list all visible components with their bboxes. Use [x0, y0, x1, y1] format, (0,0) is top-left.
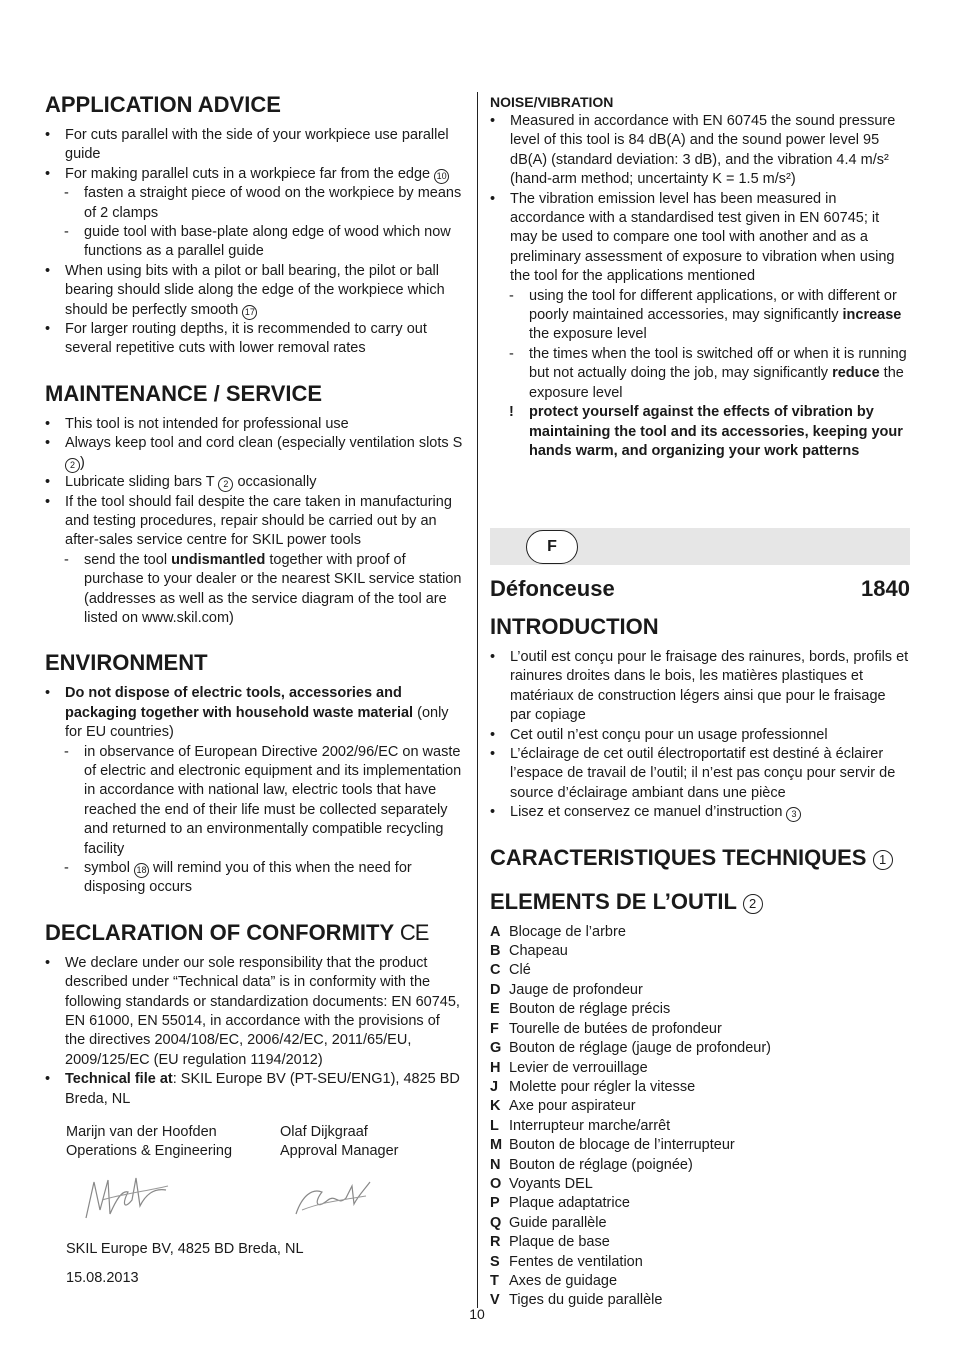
declaration-date: 15.08.2013 [66, 1270, 139, 1287]
signature-names [66, 1123, 463, 1162]
list-item: • L’outil est conçu pour le fraisage des rainures, bords, profils et rainures droites dans le bois, les matières plastiques et matériaux de construction légers ainsi que pour le fraisage par copiage [490, 648, 910, 726]
application-advice-title: APPLICATION ADVICE [45, 92, 281, 117]
part-key: K [490, 1098, 501, 1115]
part-item [490, 1253, 910, 1272]
declaration-title [45, 920, 463, 946]
language-band [490, 528, 910, 565]
list-item: • Cet outil n’est conçu pour un usage professionnel [490, 726, 910, 745]
list-item [45, 434, 463, 473]
list-item [45, 165, 463, 184]
declaration-title-text: DECLARATION OF CONFORMITY [45, 919, 394, 945]
item-text: the times when the tool is switched off or when it is running but not actually doing the job, may significantly [529, 345, 907, 382]
item-text: Lisez et conservez ce manuel d’instruction [510, 804, 783, 821]
ref-circle: 17 [242, 305, 257, 320]
item-text: the exposure level [529, 326, 647, 343]
part-key: P [490, 1195, 500, 1212]
item-text: send the tool [84, 551, 168, 568]
part-key: G [490, 1040, 502, 1057]
part-key: S [490, 1253, 500, 1270]
elements-title-text: ELEMENTS DE L’OUTIL [490, 888, 737, 914]
part-key: H [490, 1059, 501, 1076]
list-item: • We declare under our sole responsibility that the product described under “Technical data” is in conformity with the following standards or standardization documents: EN 60745, EN 61000, EN 55014, in accordance with the provisions of the directives 2004/108/EC, 2006/42/EC, 2011/65/EU, 2009/125/EC (EU regulation 1194/2012) [45, 954, 463, 1070]
part-key: R [490, 1234, 501, 1251]
part-label: Bouton de réglage (jauge de profondeur) [509, 1040, 771, 1057]
signatory-1 [66, 1123, 280, 1162]
part-label: Bouton de réglage (poignée) [509, 1156, 693, 1173]
part-item [490, 942, 910, 961]
maintenance-title: MAINTENANCE / SERVICE [45, 380, 323, 406]
maintenance-section [45, 381, 463, 628]
introduction-section [490, 614, 910, 823]
language-badge: F [526, 530, 578, 564]
item-text: occasionally [237, 474, 317, 491]
part-key: J [490, 1078, 499, 1095]
part-label: Blocage de l’arbre [509, 923, 626, 940]
item-text: : SKIL Europe BV (PT-SEU/ENG1), 4825 BD Breda, NL [65, 1071, 460, 1107]
item-text: When using bits with a pilot or ball bearing, the pilot or ball bearing should slide along the edge of the workpiece which should be perfectly smooth [65, 262, 445, 318]
part-item [490, 1272, 910, 1291]
part-item [490, 1000, 910, 1019]
part-item [490, 1117, 910, 1136]
right-column [490, 94, 910, 461]
part-key: T [490, 1272, 499, 1289]
product-name: Défonceuse [490, 576, 615, 601]
list-item: - fasten a straight piece of wood on the workpiece by means of 2 clamps [45, 184, 463, 223]
signature-images [66, 1162, 463, 1232]
part-label: Plaque adaptatrice [509, 1195, 630, 1212]
signatory-name: Marijn van der Hoofden [66, 1124, 217, 1141]
part-key: E [490, 1001, 500, 1018]
item-text: Lubricate sliding bars T [65, 474, 215, 491]
part-label: Axe pour aspirateur [509, 1098, 636, 1115]
list-item [45, 551, 463, 629]
part-label: Interrupteur marche/arrêt [509, 1117, 671, 1134]
list-item: • The vibration emission level has been measured in accordance with a standardised test given in EN 60745; it may be used to compare one tool with another and as a preliminary assessment of exposure to vibration when using the tool for the applications mentioned [490, 190, 910, 287]
ref-circle: 2 [218, 477, 233, 492]
part-key: L [490, 1117, 499, 1134]
part-label: Guide parallèle [509, 1214, 607, 1231]
page-number: 10 [469, 1306, 485, 1322]
part-key: D [490, 981, 501, 998]
part-key: C [490, 962, 501, 979]
item-text: Always keep tool and cord clean (especially ventilation slots S [65, 435, 463, 452]
signature-1-icon [82, 1170, 172, 1230]
noise-section [490, 94, 910, 461]
part-key: V [490, 1292, 500, 1309]
introduction-title: INTRODUCTION [490, 614, 659, 639]
item-text: For making parallel cuts in a workpiece far from the edge [65, 165, 431, 182]
part-item [490, 1156, 910, 1175]
warning-item: ! protect yourself against the effects of vibration by maintaining the tool and its accessories, keeping your hands warm, and organizing your work patterns [490, 403, 910, 461]
item-bold: increase [842, 307, 902, 324]
item-text: using the tool for different applications, or with different or poorly maintained accessories, may significantly [529, 287, 897, 324]
part-label: Plaque de base [509, 1234, 610, 1251]
noise-title: NOISE/VIBRATION [490, 94, 614, 110]
item-text: (only for EU countries) [65, 704, 449, 741]
item-bold: Technical file at [65, 1071, 173, 1088]
left-column [45, 92, 463, 1289]
french-section [490, 576, 910, 1311]
part-item [490, 1078, 910, 1097]
part-label: Molette pour régler la vitesse [509, 1078, 696, 1095]
item-text: ) [80, 454, 85, 471]
signature-2-icon [292, 1176, 372, 1226]
product-heading [490, 576, 910, 602]
part-label: Tiges du guide parallèle [509, 1292, 663, 1309]
part-key: N [490, 1156, 501, 1173]
part-label: Axes de guidage [509, 1272, 618, 1289]
list-item: • Measured in accordance with EN 60745 the sound pressure level of this tool is 84 dB(A) and the sound power level 95 dB(A) (standard deviation: 3 dB), and the vibration 4.4 m/s² (hand-arm method; uncertainty K = 1.5 m/s²) [490, 112, 910, 190]
environment-title: ENVIRONMENT [45, 650, 208, 676]
parts-list [490, 923, 910, 1311]
list-item [490, 287, 910, 345]
application-advice-section [45, 92, 463, 359]
part-item [490, 1097, 910, 1116]
product-model: 1840 [861, 576, 910, 601]
list-item [45, 684, 463, 742]
list-item [490, 345, 910, 403]
list-item: - in observance of European Directive 2002/96/EC on waste of electric and electronic equipment and its implementation in accordance with national law, electric tools that have reached the end of their life must be collected separately and returned to an environmentally compatible recycling facility [45, 743, 463, 859]
ref-circle: 3 [786, 807, 801, 822]
part-key: F [490, 1020, 499, 1037]
ref-circle: 2 [65, 458, 80, 473]
item-bold: reduce [832, 365, 880, 382]
ref-circle: 18 [134, 863, 149, 878]
declaration-section [45, 920, 463, 1109]
part-item [490, 1175, 910, 1194]
ref-circle: 10 [434, 169, 449, 184]
part-item [490, 1020, 910, 1039]
part-label: Bouton de réglage précis [509, 1001, 671, 1018]
part-item [490, 961, 910, 980]
environment-section [45, 650, 463, 897]
part-item [490, 981, 910, 1000]
list-item: • For cuts parallel with the side of your workpiece use parallel guide [45, 126, 463, 165]
part-label: Chapeau [509, 943, 568, 960]
ref-circle: 1 [873, 850, 893, 870]
list-item [45, 473, 463, 492]
part-key: Q [490, 1214, 502, 1231]
part-key: O [490, 1175, 502, 1192]
list-item [45, 1070, 463, 1109]
item-text: the exposure level [529, 365, 904, 401]
part-item [490, 1194, 910, 1213]
list-item: • L’éclairage de cet outil électroportatif est destiné à éclairer l’espace de travail de l’outil; il n’est pas conçu pour servir de source d’éclairage ambiant dans une pièce [490, 745, 910, 803]
part-label: Clé [509, 962, 531, 979]
part-label: Fentes de ventilation [509, 1253, 643, 1270]
specs-title [490, 845, 910, 871]
signatory-role: Approval Manager [280, 1143, 399, 1160]
part-item [490, 1136, 910, 1155]
part-key: A [490, 923, 501, 940]
part-item [490, 1214, 910, 1233]
company-address: SKIL Europe BV, 4825 BD Breda, NL [66, 1240, 304, 1257]
signatory-2 [280, 1123, 399, 1162]
part-label: Tourelle de butées de profondeur [509, 1020, 722, 1037]
ref-circle: 2 [743, 894, 763, 914]
part-item [490, 1233, 910, 1252]
item-text: symbol [84, 860, 130, 876]
list-item [45, 859, 463, 898]
list-item [45, 262, 463, 320]
item-bold: undismantled [171, 551, 266, 568]
column-divider [477, 92, 478, 1308]
part-key: B [490, 943, 501, 960]
part-item [490, 1039, 910, 1058]
list-item: • For larger routing depths, it is recommended to carry out several repetitive cuts with lower removal rates [45, 320, 463, 359]
specs-title-text: CARACTERISTIQUES TECHNIQUES [490, 844, 867, 870]
item-bold: Do not dispose of electric tools, accessories and packaging together with household waste material [65, 685, 414, 721]
ce-mark-icon: CE [399, 919, 429, 945]
item-text: together with proof of purchase to your dealer or the nearest SKIL service station (addresses as well as the service diagram of the tool are listed on www.skil.com) [84, 551, 462, 626]
part-label: Voyants DEL [509, 1175, 593, 1192]
elements-title [490, 889, 910, 915]
part-key: M [490, 1137, 503, 1154]
part-label: Jauge de profondeur [509, 981, 643, 998]
list-item: - guide tool with base-plate along edge of wood which now functions as a parallel guide [45, 223, 463, 262]
signatory-role: Operations & Engineering [66, 1143, 233, 1160]
item-text: will remind you of this when the need for disposing occurs [84, 860, 412, 896]
part-item [490, 923, 910, 942]
list-item: • This tool is not intended for professional use [45, 415, 463, 434]
signatory-name: Olaf Dijkgraaf [280, 1124, 368, 1141]
list-item: • If the tool should fail despite the care taken in manufacturing and testing procedures, repair should be carried out by an after-sales service centre for SKIL power tools [45, 493, 463, 551]
list-item [490, 803, 910, 822]
part-item [490, 1059, 910, 1078]
part-label: Levier de verrouillage [509, 1059, 648, 1076]
part-label: Bouton de blocage de l’interrupteur [509, 1137, 735, 1154]
